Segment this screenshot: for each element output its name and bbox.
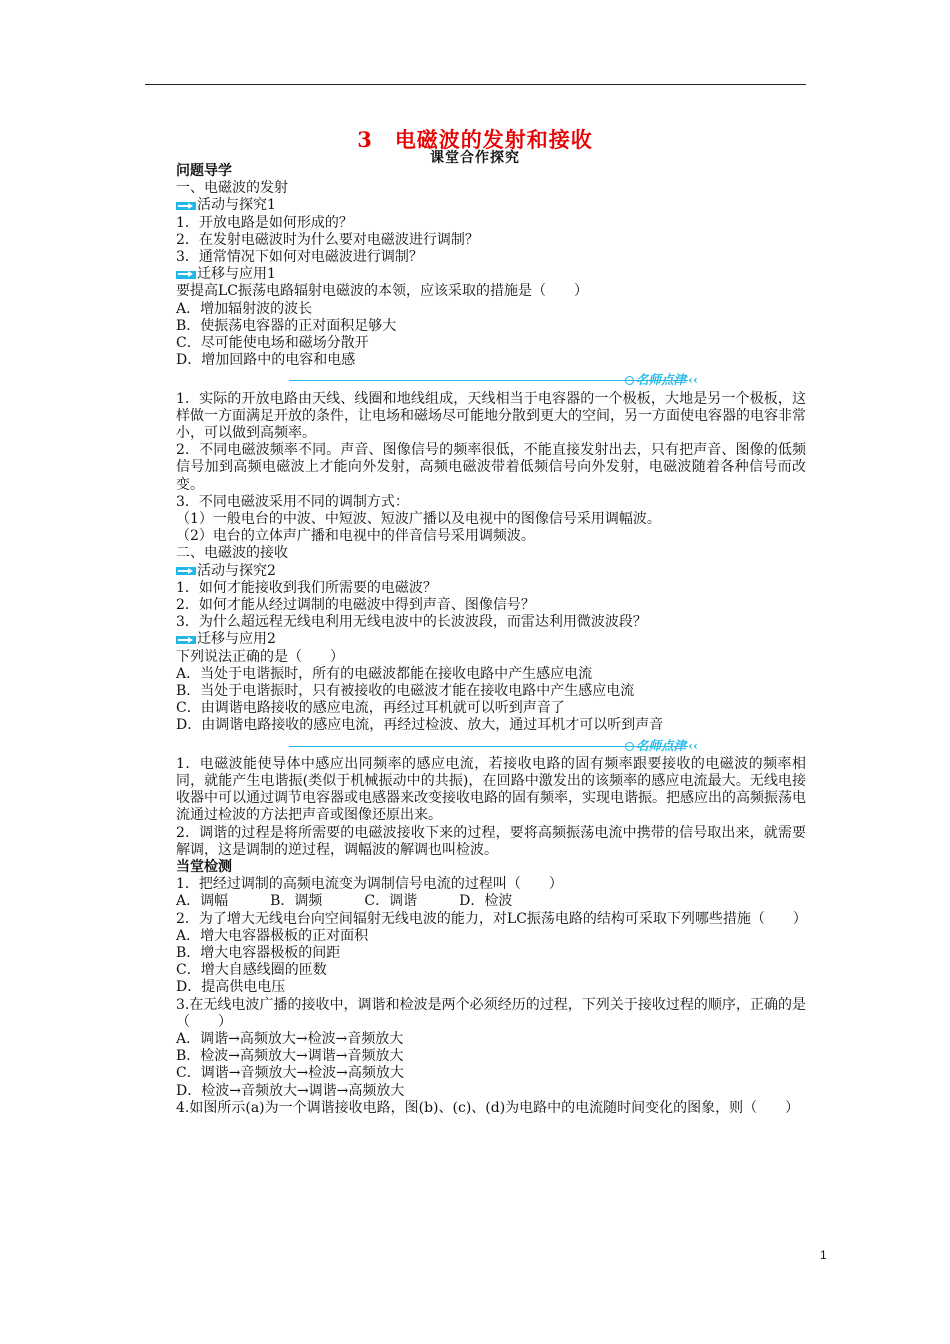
apply1-option-d: D．增加回路中的电容和电感	[176, 352, 356, 369]
tip-badge-label: 名师点津	[635, 372, 686, 388]
apply1-option-c: C．尽可能使电场和磁场分散开	[176, 335, 369, 351]
check-q1-options: A．调幅 B．调频 C．调谐 D．检波	[176, 893, 513, 910]
tip-badge-label: 名师点津	[635, 737, 686, 753]
activity2-q1: 1．如何才能接收到我们所需要的电磁波？	[176, 579, 437, 596]
apply1-label: 迁移与应用1	[197, 266, 276, 283]
tip1-p1: 1．实际的开放电路由天线、线圈和地线组成，天线相当于电容器的一个极板，大地是另一个极板，这样做一方面满足开放的条件，让电场和磁场尽可能地分散到更大的空间，另一方面使电容器的电容非常小，可以做到高频率。	[176, 390, 806, 441]
apply1-tag	[176, 266, 806, 283]
activity1-q3: 3．通常情况下如何对电磁波进行调制？	[176, 249, 423, 265]
tip1-p4: （1）一般电台的中波、中短波、短波广播以及电视中的图像信号采用调幅波。	[176, 511, 661, 528]
activity2-label: 活动与探究2	[197, 562, 276, 579]
tip-badge	[625, 737, 698, 754]
activity2-q2: 2．如何才能从经过调制的电磁波中得到声音、图像信号？	[176, 597, 535, 614]
check-q3-option-d: D．检波→音频放大→调谐→高频放大	[176, 1082, 405, 1099]
apply2-label: 迁移与应用2	[197, 631, 276, 648]
double-chevron-icon: ‹‹	[688, 372, 698, 388]
tip1-divider	[176, 371, 806, 388]
tip-badge	[625, 371, 698, 388]
tip2-p1: 1．电磁波能使导体中感应出同频率的感应电流，若接收电路的固有频率跟要接收的电磁波的频率相同，就能产生电谐振(类似于机械振动中的共振)，在回路中激发出的该频率的感应电流最大。无线电接收器中可以通过调节电容器或电感器来改变接收电路的固有频率，实现电谐振。把感应出的高频振荡电流通过检波的方法把声音或图像还原出来。	[176, 755, 806, 824]
apply2-option-a: A．当处于电谐振时，所有的电磁波都能在接收电路中产生感应电流	[176, 665, 593, 682]
heading-guide: 问题导学	[176, 163, 232, 179]
check-q1: 1．把经过调制的高频电流变为调制信号电流的过程叫（ ）	[176, 876, 563, 893]
check-q2-option-c: C．增大自感线圈的匝数	[176, 962, 327, 979]
apply2-option-c: C．由调谐电路接收的感应电流，再经过耳机就可以听到声音了	[176, 700, 565, 717]
tip2-p2: 2．调谐的过程是将所需要的电磁波接收下来的过程，要将高频振荡电流中携带的信号取出来，就需要解调，这是调制的逆过程，调幅波的解调也叫检波。	[176, 824, 806, 858]
page-number: 1	[820, 1248, 827, 1262]
arrow-icon	[176, 199, 196, 213]
activity2-tag	[176, 563, 806, 580]
page-subtitle: 课堂合作探究	[430, 150, 520, 166]
check-q4: 4.如图所示(a)为一个调谐接收电路，图(b)、(c)、(d)为电路中的电流随时间变化的图象，则（ ）	[176, 1099, 800, 1116]
arrow-icon	[176, 633, 196, 647]
tip2-divider	[176, 737, 806, 754]
title-number: 3	[357, 127, 373, 152]
activity2-q3: 3．为什么超远程无线电利用无线电波中的长波波段，而雷达利用微波波段？	[176, 614, 647, 631]
apply1-option-b: B．使振荡电容器的正对面积足够大	[176, 317, 397, 334]
check-q2-option-a: A．增大电容器极板的正对面积	[176, 927, 369, 944]
tip1-p3: 3．不同电磁波采用不同的调制方式：	[176, 493, 409, 510]
circle-icon	[625, 376, 634, 385]
header-rule	[145, 84, 806, 85]
apply2-tag	[176, 631, 806, 648]
check-q3-option-c: C．调谐→音频放大→检波→高频放大	[176, 1065, 404, 1082]
activity1-q1: 1．开放电路是如何形成的？	[176, 214, 353, 231]
title-text: 电磁波的发射和接收	[394, 127, 593, 152]
apply1-stem: 要提高LC振荡电路辐射电磁波的本领，应该采取的措施是（ ）	[176, 283, 589, 300]
check-q2-option-d: D．提高供电电压	[176, 979, 286, 996]
check-q2: 2．为了增大无线电台向空间辐射无线电波的能力，对LC振荡电路的结构可采取下列哪些措施（ ）	[176, 910, 807, 927]
tip1-p2: 2．不同电磁波频率不同。声音、图像信号的频率很低，不能直接发射出去，只有把声音、图像的低频信号加到高频电磁波上才能向外发射，高频电磁波带着低频信号向外发射，电磁波随着各种信号而改变。	[176, 442, 806, 493]
activity1-label: 活动与探究1	[197, 197, 276, 214]
heading-part2: 二、电磁波的接收	[176, 545, 288, 562]
arrow-icon	[176, 564, 196, 578]
activity1-tag	[176, 197, 806, 214]
apply2-option-b: B．当处于电谐振时，只有被接收的电磁波才能在接收电路中产生感应电流	[176, 683, 635, 700]
check-q3-option-b: B．检波→高频放大→调谐→音频放大	[176, 1048, 404, 1065]
apply2-option-d: D．由调谐电路接收的感应电流，再经过检波、放大，通过耳机才可以听到声音	[176, 717, 664, 734]
apply1-option-a: A．增加辐射波的波长	[176, 300, 313, 317]
check-q3: 3.在无线电波广播的接收中，调谐和检波是两个必须经历的过程，下列关于接收过程的顺序，正确的是（ ）	[176, 996, 806, 1030]
circle-icon	[625, 742, 634, 751]
arrow-icon	[176, 268, 196, 282]
activity1-q2: 2．在发射电磁波时为什么要对电磁波进行调制？	[176, 231, 479, 248]
double-chevron-icon: ‹‹	[688, 737, 698, 753]
tip1-p5: （2）电台的立体声广播和电视中的伴音信号采用调频波。	[176, 528, 535, 545]
heading-part1: 一、电磁波的发射	[176, 180, 288, 197]
content-body	[176, 163, 806, 1117]
check-q3-option-a: A．调谐→高频放大→检波→音频放大	[176, 1031, 404, 1048]
check-q2-option-b: B．增大电容器极板的间距	[176, 945, 341, 962]
apply2-stem: 下列说法正确的是（ ）	[176, 648, 344, 665]
heading-check: 当堂检测	[176, 859, 232, 876]
